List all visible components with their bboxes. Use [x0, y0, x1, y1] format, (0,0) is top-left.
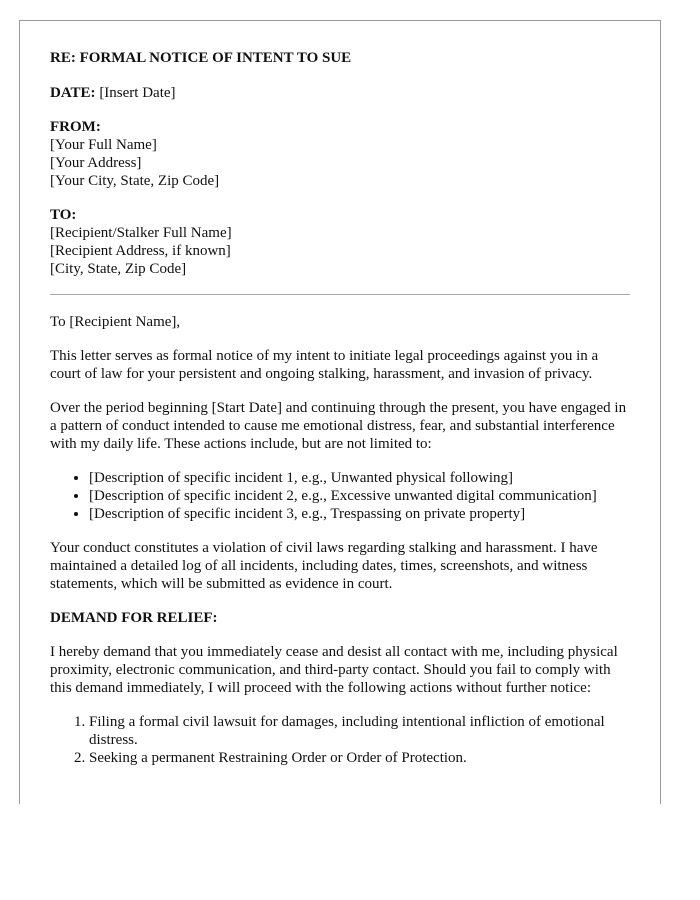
intro-paragraph: This letter serves as formal notice of my intent to initiate legal proceedings against you in a court of law for your persistent and ongoing stalking, harassment, and invasion of privacy. [50, 348, 599, 382]
letter-body [20, 21, 660, 767]
subject-line: RE: FORMAL NOTICE OF INTENT TO SUE [50, 50, 352, 66]
date-label: DATE: [50, 85, 96, 101]
to-block [50, 206, 630, 278]
from-line: [Your Address] [50, 155, 142, 171]
incident-item: • [Description of specific incident 1, e.g., Unwanted physical following] [89, 469, 630, 487]
conduct-paragraph: Over the period beginning [Start Date] and continuing through the present, you have engaged in a pattern of conduct intended to cause me emotional distress, fear, and substantial interference with my daily life. These actions include, but are not limited to: [50, 400, 627, 452]
from-label: FROM: [50, 119, 101, 135]
to-line: [Recipient/Stalker Full Name] [50, 225, 232, 241]
date-value: [Insert Date] [99, 85, 176, 101]
section-divider [50, 294, 630, 295]
action-item: 2. Seeking a permanent Restraining Order or Order of Protection. [89, 749, 630, 767]
violation-paragraph: Your conduct constitutes a violation of civil laws regarding stalking and harassment. I have maintained a detailed log of all incidents, including dates, times, screenshots, and witness statements, which will be submitted as evidence in court. [50, 540, 598, 592]
from-line: [Your Full Name] [50, 137, 157, 153]
action-list [50, 713, 630, 767]
from-block [50, 118, 630, 190]
to-line: [City, State, Zip Code] [50, 261, 187, 277]
incident-item: • [Description of specific incident 2, e.g., Excessive unwanted digital communication] [89, 487, 630, 505]
date-line [50, 84, 630, 102]
from-line: [Your City, State, Zip Code] [50, 173, 220, 189]
incident-item: • [Description of specific incident 3, e.g., Trespassing on private property] [89, 505, 630, 523]
demand-paragraph: I hereby demand that you immediately cease and desist all contact with me, including physical proximity, electronic communication, and third-party contact. Should you fail to comply with this demand immediately, I will proceed with the following actions without further notice: [50, 644, 618, 696]
salutation: To [Recipient Name], [50, 314, 181, 330]
action-item: 1. Filing a formal civil lawsuit for damages, including intentional infliction of emotional distress. [89, 713, 630, 749]
to-label: TO: [50, 207, 77, 223]
letter-page [19, 20, 661, 804]
incident-list [50, 469, 630, 523]
to-line: [Recipient Address, if known] [50, 243, 231, 259]
demand-heading: DEMAND FOR RELIEF: [50, 610, 218, 626]
